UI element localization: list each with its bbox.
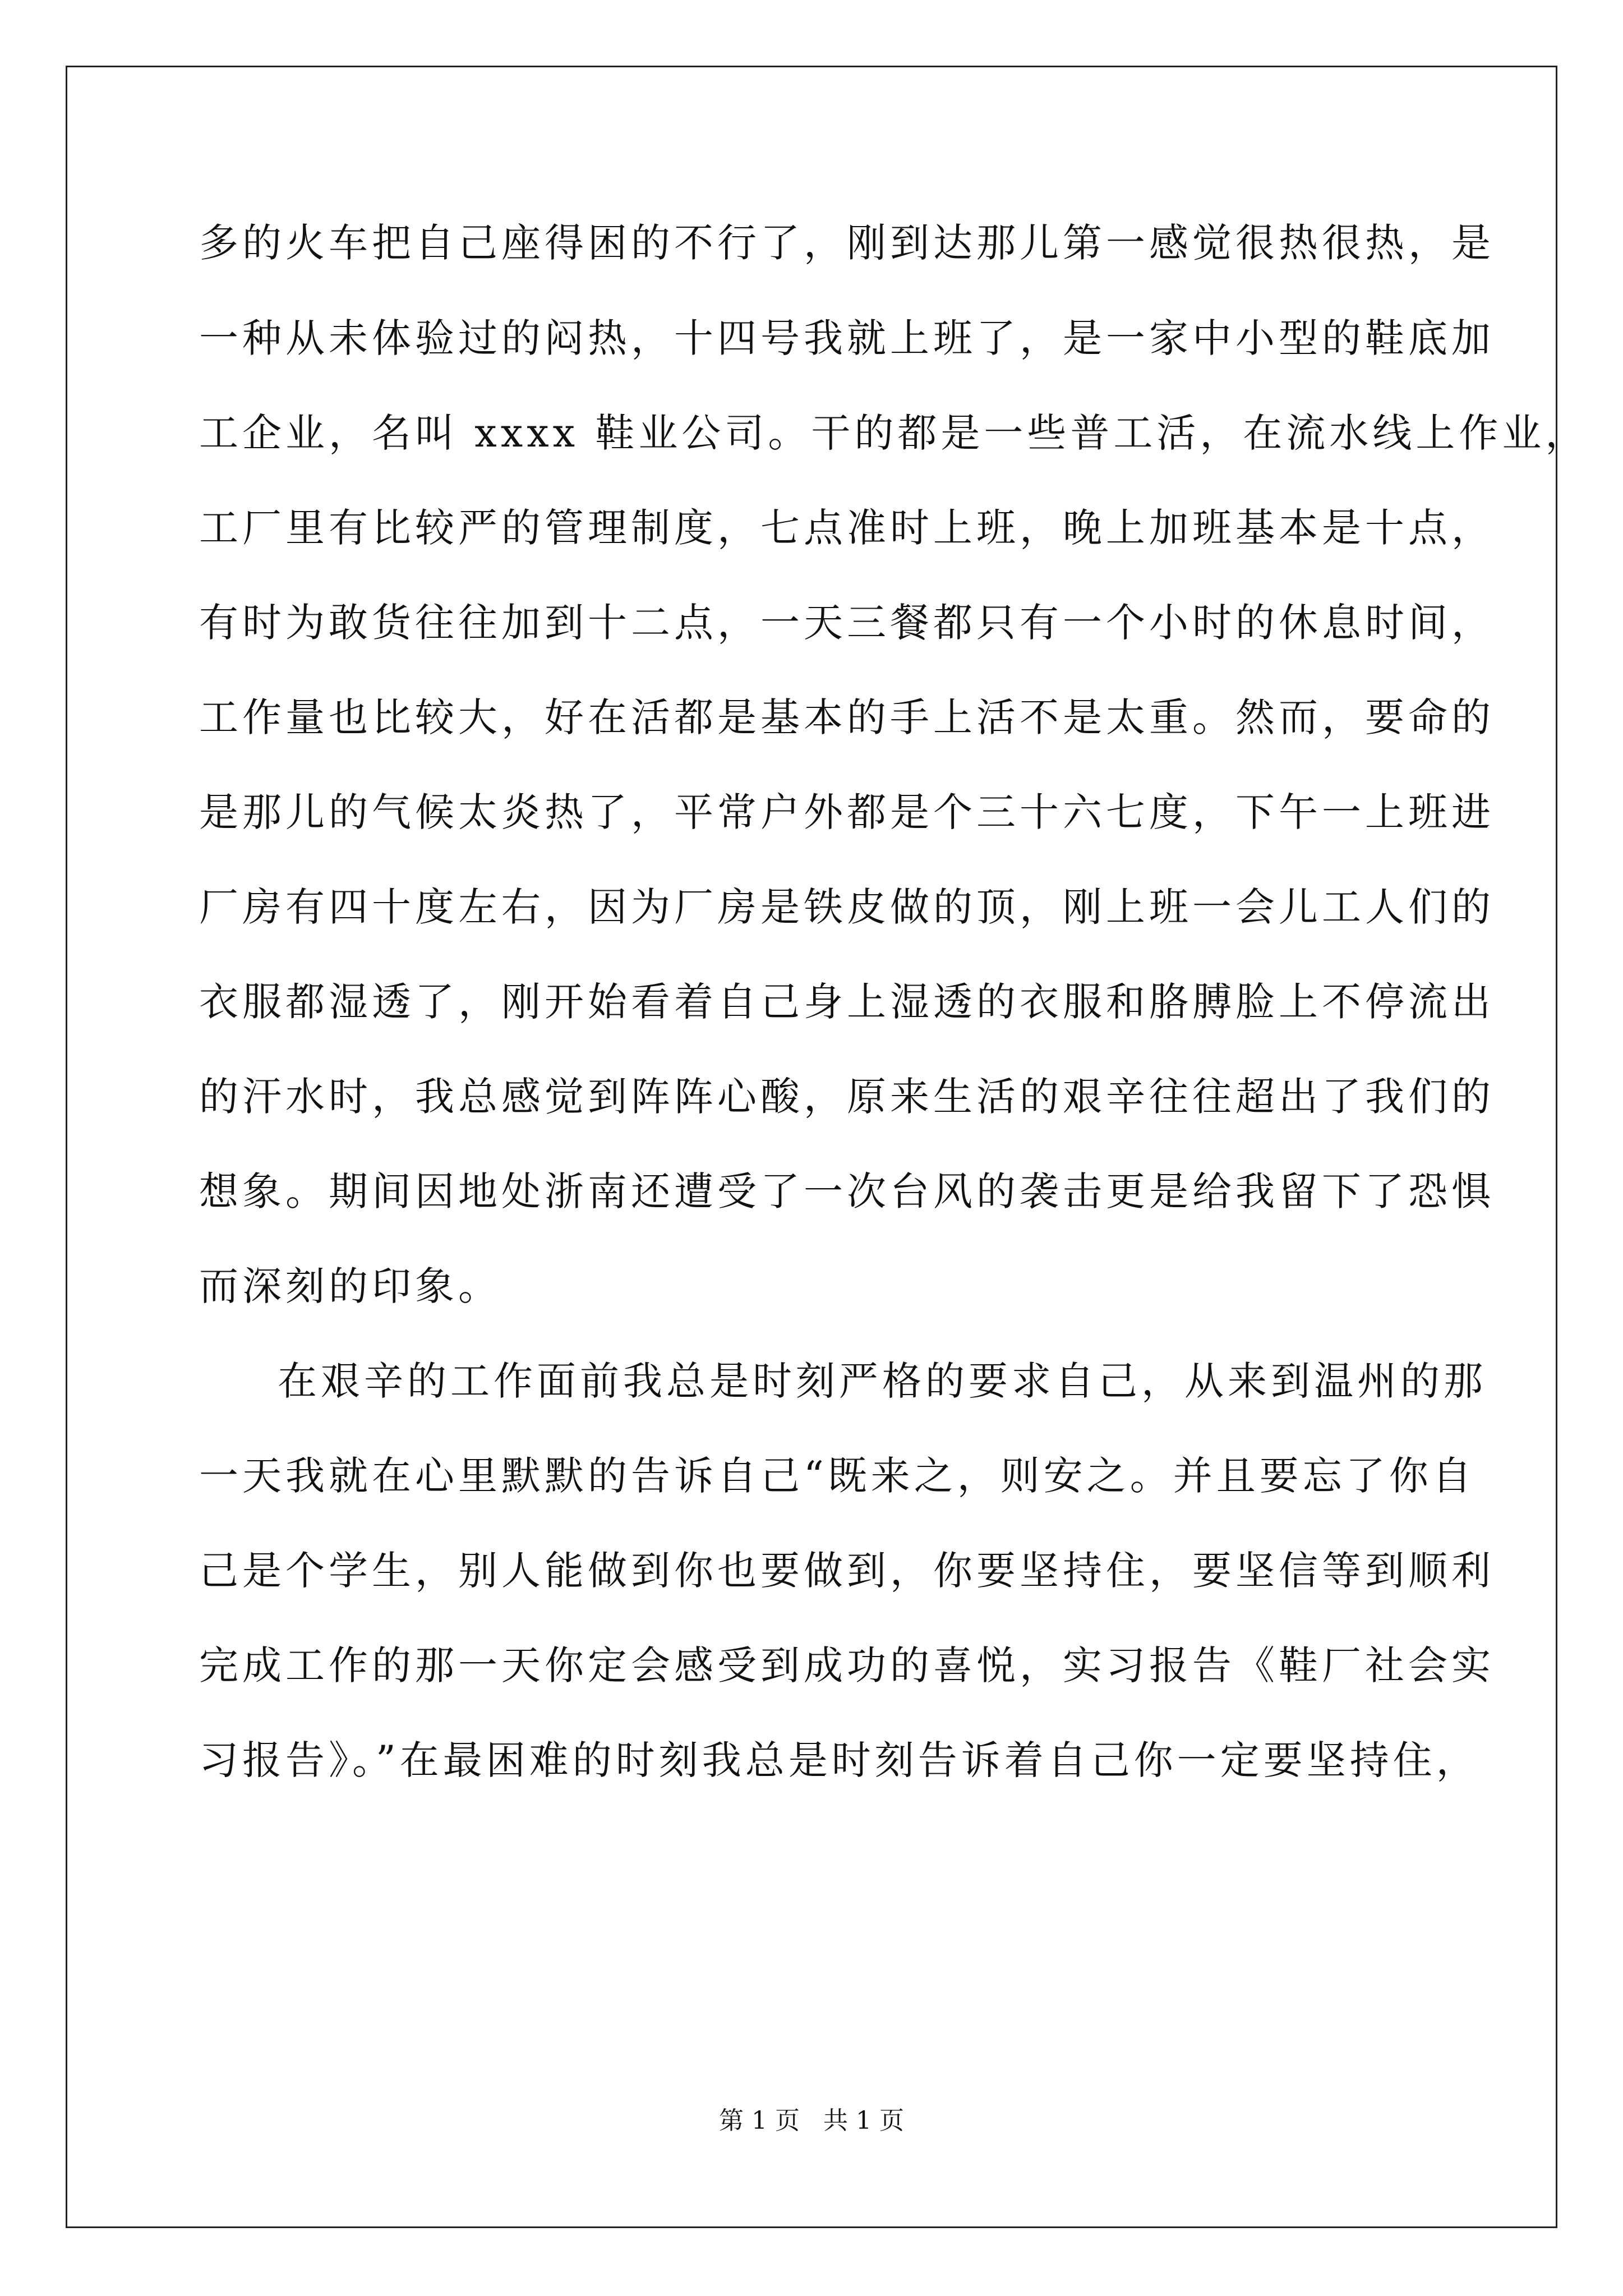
paragraph-first-line: 在艰辛的工作面前我总是时刻严格的要求自己，从来到温州的那 (278, 1358, 1487, 1404)
text-line: 想象。期间因地处浙南还遭受了一次台风的袭击更是给我留下了恐惧 (199, 1168, 1495, 1214)
page-border (66, 66, 1589, 2228)
text-line: 是那儿的气候太炎热了，平常户外都是个三十六七度，下午一上班进 (199, 789, 1495, 835)
text-line: 厂房有四十度左右，因为厂房是铁皮做的顶，刚上班一会儿工人们的 (199, 884, 1495, 930)
text-line: 习报告》。”在最困难的时刻我总是时刻告诉着自己你一定要坚持住， (199, 1737, 1479, 1783)
text-line: 的汗水时，我总感觉到阵阵心酸，原来生活的艰辛往往超出了我们的 (199, 1074, 1495, 1120)
text-line: 完成工作的那一天你定会感受到成功的喜悦，实习报告《鞋厂社会实 (199, 1642, 1495, 1688)
text-line: 一种从未体验过的闷热，十四号我就上班了，是一家中小型的鞋底加 (199, 315, 1495, 361)
text-line: 己是个学生，别人能做到你也要做到，你要坚持住，要坚信等到顺利 (199, 1548, 1495, 1594)
text-line: 而深刻的印象。 (199, 1263, 501, 1309)
text-line: 工企业，名叫 xxxx 鞋业公司。干的都是一些普工活，在流水线上作业， (199, 410, 1589, 456)
text-line: 有时为敢货往往加到十二点，一天三餐都只有一个小时的休息时间， (199, 600, 1495, 646)
page-footer: 第 1 页 共 1 页 (719, 2106, 904, 2135)
text-line: 工作量也比较大，好在活都是基本的手上活不是太重。然而，要命的 (199, 694, 1495, 740)
text-line: 多的火车把自己座得困的不行了，刚到达那儿第一感觉很热很热，是 (199, 220, 1495, 266)
text-line: 一天我就在心里默默的告诉自己“既来之，则安之。并且要忘了你自 (199, 1453, 1476, 1499)
text-line: 衣服都湿透了，刚开始看着自己身上湿透的衣服和胳膊脸上不停流出 (199, 979, 1495, 1025)
text-line: 工厂里有比较严的管理制度，七点准时上班，晚上加班基本是十点， (199, 505, 1495, 551)
